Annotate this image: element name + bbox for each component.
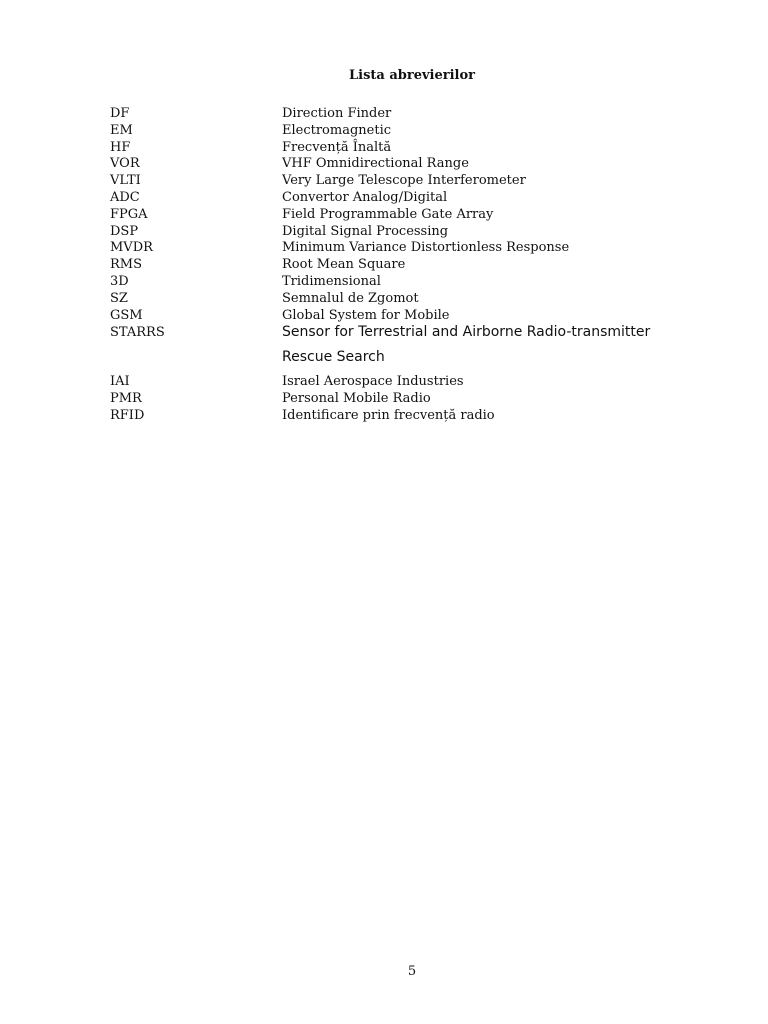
list-item [110, 123, 710, 140]
definition: Israel Aerospace Industries [282, 374, 464, 390]
list-item [110, 207, 710, 224]
definition: Tridimensional [282, 273, 381, 289]
list-item [110, 140, 710, 157]
abbreviation: ADC [110, 189, 140, 205]
list-item [110, 408, 710, 425]
definition: Identificare prin frecvență radio [282, 407, 495, 423]
abbreviation: DSP [110, 223, 139, 239]
definition: Convertor Analog/Digital [282, 189, 448, 205]
abbreviation: 3D [110, 273, 129, 289]
definition: Global System for Mobile [282, 307, 450, 323]
abbreviation-list [110, 106, 710, 425]
definition: Frecvență Înaltă [282, 139, 392, 155]
definition: VHF Omnidirectional Range [282, 156, 469, 172]
definition: Root Mean Square [282, 257, 406, 273]
list-item [110, 190, 710, 207]
definition: Field Programmable Gate Array [282, 206, 494, 222]
abbreviation: HF [110, 139, 131, 155]
abbreviation: STARRS [110, 325, 165, 341]
list-item [110, 374, 710, 391]
definition: Digital Signal Processing [282, 223, 449, 239]
list-item [110, 173, 710, 190]
page-number: 5 [407, 964, 417, 979]
abbreviation: DF [110, 106, 130, 121]
abbreviation: VOR [110, 156, 140, 172]
abbreviation: RMS [110, 257, 143, 273]
abbreviation: SZ [110, 290, 128, 306]
list-item [110, 274, 710, 291]
definition: Electromagnetic [282, 122, 392, 138]
list-item [110, 106, 710, 123]
abbreviation: IAI [110, 374, 130, 390]
list-item [110, 156, 710, 173]
definition: Minimum Variance Distortionless Response [282, 240, 570, 256]
abbreviation: VLTI [110, 173, 141, 189]
definition: Direction Finder [282, 106, 392, 121]
list-item [110, 224, 710, 241]
definition: Very Large Telescope Interferometer [282, 173, 526, 189]
definition: Semnalul de Zgomot [282, 290, 419, 306]
list-item [110, 391, 710, 408]
list-item [110, 291, 710, 308]
abbreviation: EM [110, 122, 133, 138]
abbreviation: GSM [110, 307, 143, 323]
abbreviation: PMR [110, 391, 142, 407]
definition: Personal Mobile Radio [282, 391, 431, 407]
list-item [110, 240, 710, 257]
list-item [110, 257, 710, 274]
abbreviation: RFID [110, 407, 145, 423]
page-title: Lista abrevierilor [349, 68, 475, 83]
list-item [110, 324, 710, 374]
definition: Sensor for Terrestrial and Airborne Radio-transmitter Rescue Search [282, 324, 651, 366]
abbreviation: MVDR [110, 240, 153, 256]
abbreviation: FPGA [110, 206, 148, 222]
